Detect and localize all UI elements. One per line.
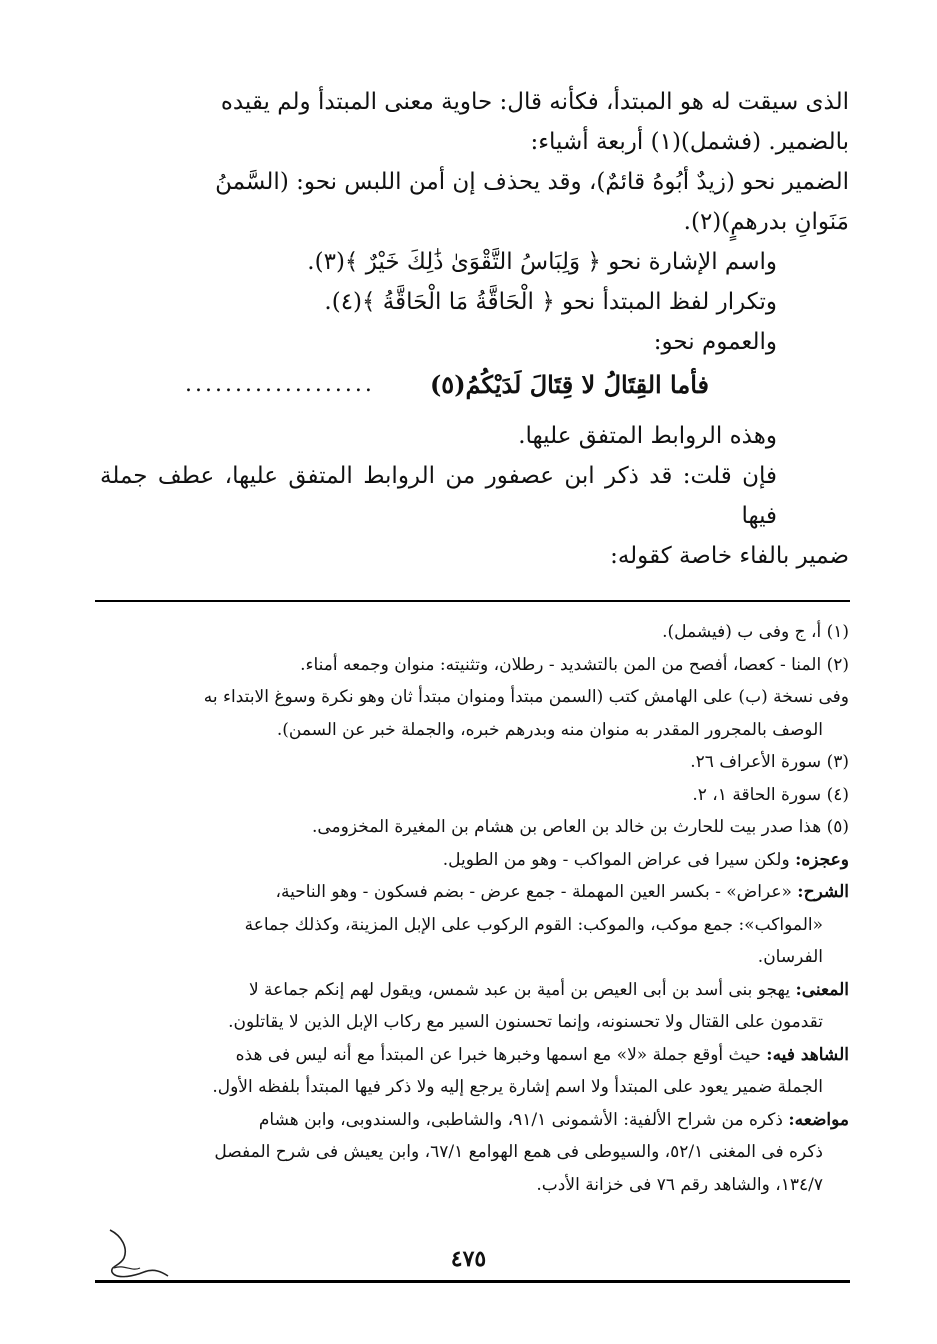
footnote-line: ذكره فى المغنى ٥٢/١، والسيوطى فى همع الهوامع ٦٧/١، وابن يعيش فى شرح المفصل [214, 1142, 823, 1162]
footnote-line: «المواكب»: جمع موكب، والموكب: القوم الركوب على الإبل المزينة، وكذلك جماعة [244, 914, 823, 935]
footnote-line: وفى نسخة (ب) على الهامش كتب (السمن مبتدأ ومنوان مبتدأ ثان وهو نكرة وسوغ الابتداء به [203, 687, 849, 707]
text: حيث أوقع جملة «لا» مع اسمها وخبرها خبرا عن المبتدأ مع أنه ليس فى هذه [235, 1044, 761, 1065]
paragraph: وتكرار لفظ المبتدأ نحو ﴿ الْحَاقَّةُ مَا الْحَاقَّةُ ﴾(٤). [324, 289, 777, 315]
footnote-line: الجملة ضمير يعود على المبتدأ ولا اسم إشارة يرجع إليه ولا ذكر فيها المبتدأ بلفظه الأول. [212, 1077, 823, 1097]
paragraph: والعموم نحو: [653, 329, 777, 355]
paragraph: ضمير بالفاء خاصة كقوله: [610, 543, 849, 569]
bottom-rule [95, 1280, 850, 1283]
paragraph: مَنَوانِ بدرهمٍ)(٢). [683, 209, 849, 235]
paragraph: واسم الإشارة نحو ﴿ وَلِبَاسُ التَّقْوَىٰ ذَٰلِكَ خَيْرٌ ﴾(٣). [307, 249, 777, 275]
footnote-line: تقدمون على القتال ولا تحسنونه، وإنما تحسنون السير مع ركاب الإبل الذين لا يقاتلون. [228, 1012, 823, 1032]
footnote-line [100, 844, 849, 877]
footnote-line [100, 876, 849, 909]
text: «عراض» - بكسر العين المهملة - جمع عرض - بضم فسكون - وهو الناحية، [275, 882, 792, 902]
footnote: (١) أ، ج وفى ب (فيشمل). [662, 622, 849, 642]
footnote-line: الوصف بالمجرور المقدر به منوان منه وبدرهم خبره، والجملة خبر عن السمن). [276, 719, 823, 740]
footnote: (٢) المنا - كعصا، أفصح من المن بالتشديد - رطلان، وتثنيته: منوان وجمعه أمناء. [300, 654, 849, 675]
footnote: (٣) سورة الأعراف ٢٦. [690, 752, 849, 772]
verse-ellipsis: ................... [185, 372, 375, 397]
text: ذكره من شراح الألفية: الأشمونى ٩١/١، والشاطبى، والسندوبى، وابن هشام [258, 1109, 783, 1130]
paragraph: فإن قلت: قد ذكر ابن عصفور من الروابط المتفق عليها، عطف جملة فيها [100, 463, 777, 529]
text: ولكن سيرا فى عراض المواكب - وهو من الطويل. [442, 849, 790, 870]
footnote-line: ١٣٤/٧، والشاهد رقم ٧٦ فى خزانة الأدب. [536, 1174, 823, 1195]
poetry-verse [100, 362, 849, 416]
label: مواضعه: [788, 1109, 849, 1130]
label: المعنى: [795, 979, 849, 1000]
paragraph: وهذه الروابط المتفق عليها. [518, 423, 777, 449]
label: وعجزه: [795, 849, 849, 870]
page-number: ٤٧٥ [450, 1246, 487, 1272]
paragraph: الذى سيقت له هو المبتدأ، فكأنه قال: حاوية معنى المبتدأ ولم يقيده [220, 89, 849, 115]
footnote-line [100, 974, 849, 1007]
paragraph: بالضمير. (فشمل)(١) أربعة أشياء: [530, 129, 849, 155]
footnote-line: الفرسان. [757, 947, 823, 967]
label: الشرح: [797, 882, 849, 902]
label: الشاهد فيه: [766, 1044, 849, 1065]
footnote: (٥) هذا صدر بيت للحارث بن خالد بن العاص بن هشام بن المغيرة المخزومى. [311, 817, 849, 837]
paragraph: الضمير نحو (زيدٌ أبُوهُ قائمٌ)، وقد يحذف إن أمن اللبس نحو: (السَّمنُ [215, 169, 849, 195]
footnote-line [100, 1039, 849, 1072]
text: يهجو بنى أسد بن أبى العيص بن أمية بن عبد شمس، ويقول لهم إنكم جماعة لا [248, 979, 791, 1000]
footnotes [100, 616, 849, 1201]
footnote: (٤) سورة الحاقة ١، ٢. [692, 784, 849, 805]
verse-hemistich: فأما القِتَالُ لا قِتَالَ لَدَيْكُمُ(٥) [429, 370, 709, 399]
main-text [100, 82, 849, 576]
footnote-separator [95, 600, 850, 602]
footnote-line [100, 1104, 849, 1137]
